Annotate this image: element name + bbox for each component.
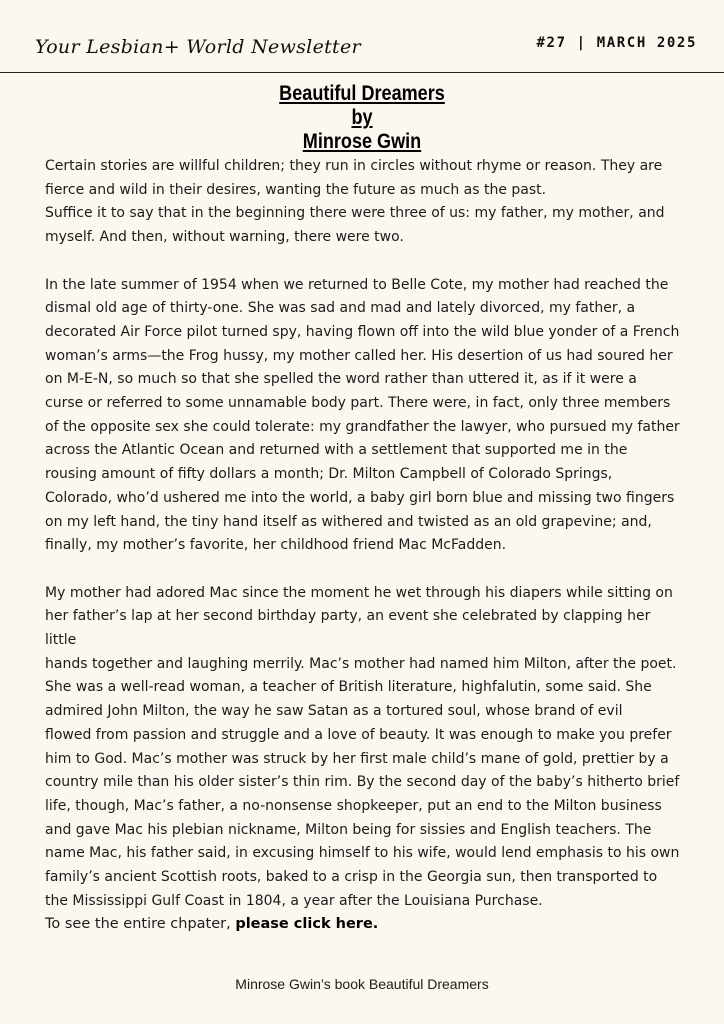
text-line: and gave Mac his plebian nickname, Milton being for sissies and English teachers. The [45,821,652,838]
paragraph-1 [45,155,685,250]
text-line: fierce and wild in their desires, wanting the future as much as the past. [45,181,547,198]
text-line: him to God. Mac’s mother was struck by her first male child’s mane of gold, prettier by a [45,750,669,767]
text-line: In the late summer of 1954 when we returned to Belle Cote, my mother had reached the [45,276,669,293]
newsletter-header [0,0,724,74]
newsletter-name: Your Lesbian+ World Newsletter [35,36,361,58]
text-line: flowed from passion and struggle and a love of beauty. It was enough to make you prefer [45,726,672,743]
paragraph-gap [45,558,685,582]
read-more-line [45,916,378,932]
text-line: Colorado, who’d ushered me into the world, a baby girl born blue and missing two fingers [45,489,675,506]
text-line: name Mac, his father said, in excusing himself to his wife, would lend emphasis to his own [45,845,680,862]
text-line: across the Atlantic Ocean and returned with a settlement that supported me in the [45,442,628,459]
article-body [45,155,685,913]
text-line: woman’s arms—the Frog hussy, my mother called her. His desertion of us had soured her [45,347,673,364]
read-more-link[interactable]: please click here. [235,916,379,932]
text-line: her father’s lap at her second birthday party, an event she celebrated by clapping her little [45,608,651,649]
text-line: life, though, Mac’s father, a no-nonsense shopkeeper, put an end to the Milton business [45,797,662,814]
text-line: rousing amount of fifty dollars a month; Dr. Milton Campbell of Colorado Springs, [45,466,613,483]
header-divider [0,72,724,73]
read-more-prefix: To see the entire chpater, [45,916,236,932]
article-title [0,82,724,154]
text-line: admired John Milton, the way he saw Satan as a tortured soul, whose brand of evil [45,703,623,720]
text-line: of the opposite sex she could tolerate: my grandfather the lawyer, who pursued my father [45,418,680,435]
title-book: Beautiful Dreamers [279,82,445,105]
text-line: myself. And then, without warning, there were two. [45,229,404,246]
text-line: country mile than his older sister’s thin rim. By the second day of the baby’s hitherto brief [45,774,680,791]
text-line: dismal old age of thirty-one. She was sad and mad and lately divorced, my father, a [45,300,636,317]
paragraph-2 [45,274,685,558]
text-line: the Mississippi Gulf Coast in 1804, a year after the Louisiana Purchase. [45,892,543,909]
footer-caption: Minrose Gwin’s book Beautiful Dreamers [235,976,489,992]
text-line: on M-E-N, so much so that she spelled the word rather than uttered it, as if it were a [45,371,637,388]
text-line: She was a well-read woman, a teacher of British literature, highfalutin, some said. She [45,679,652,696]
text-line: decorated Air Force pilot turned spy, having flown off into the wild blue yonder of a French [45,323,680,340]
text-line: curse or referred to some unnamable body part. There were, in fact, only three members [45,395,671,412]
text-line: family’s ancient Scottish roots, baked to a crisp in the Georgia sun, then transported to [45,869,658,886]
text-line: Suffice it to say that in the beginning there were three of us: my father, my mother, and [45,205,665,222]
title-author: Minrose Gwin [302,130,422,153]
issue-label: #27 | MARCH 2025 [536,35,697,51]
paragraph-gap [45,250,685,274]
paragraph-3 [45,582,685,914]
text-line: finally, my mother’s favorite, her childhood friend Mac McFadden. [45,537,507,554]
text-line: Certain stories are willful children; they run in circles without rhyme or reason. They are [45,158,663,174]
text-line: hands together and laughing merrily. Mac’s mother had named him Milton, after the poet. [45,655,677,672]
title-by: by [351,106,373,129]
text-line: My mother had adored Mac since the moment he wet through his diapers while sitting on [45,584,673,601]
text-line: on my left hand, the tiny hand itself as withered and twisted as an old grapevine; and, [45,513,652,530]
